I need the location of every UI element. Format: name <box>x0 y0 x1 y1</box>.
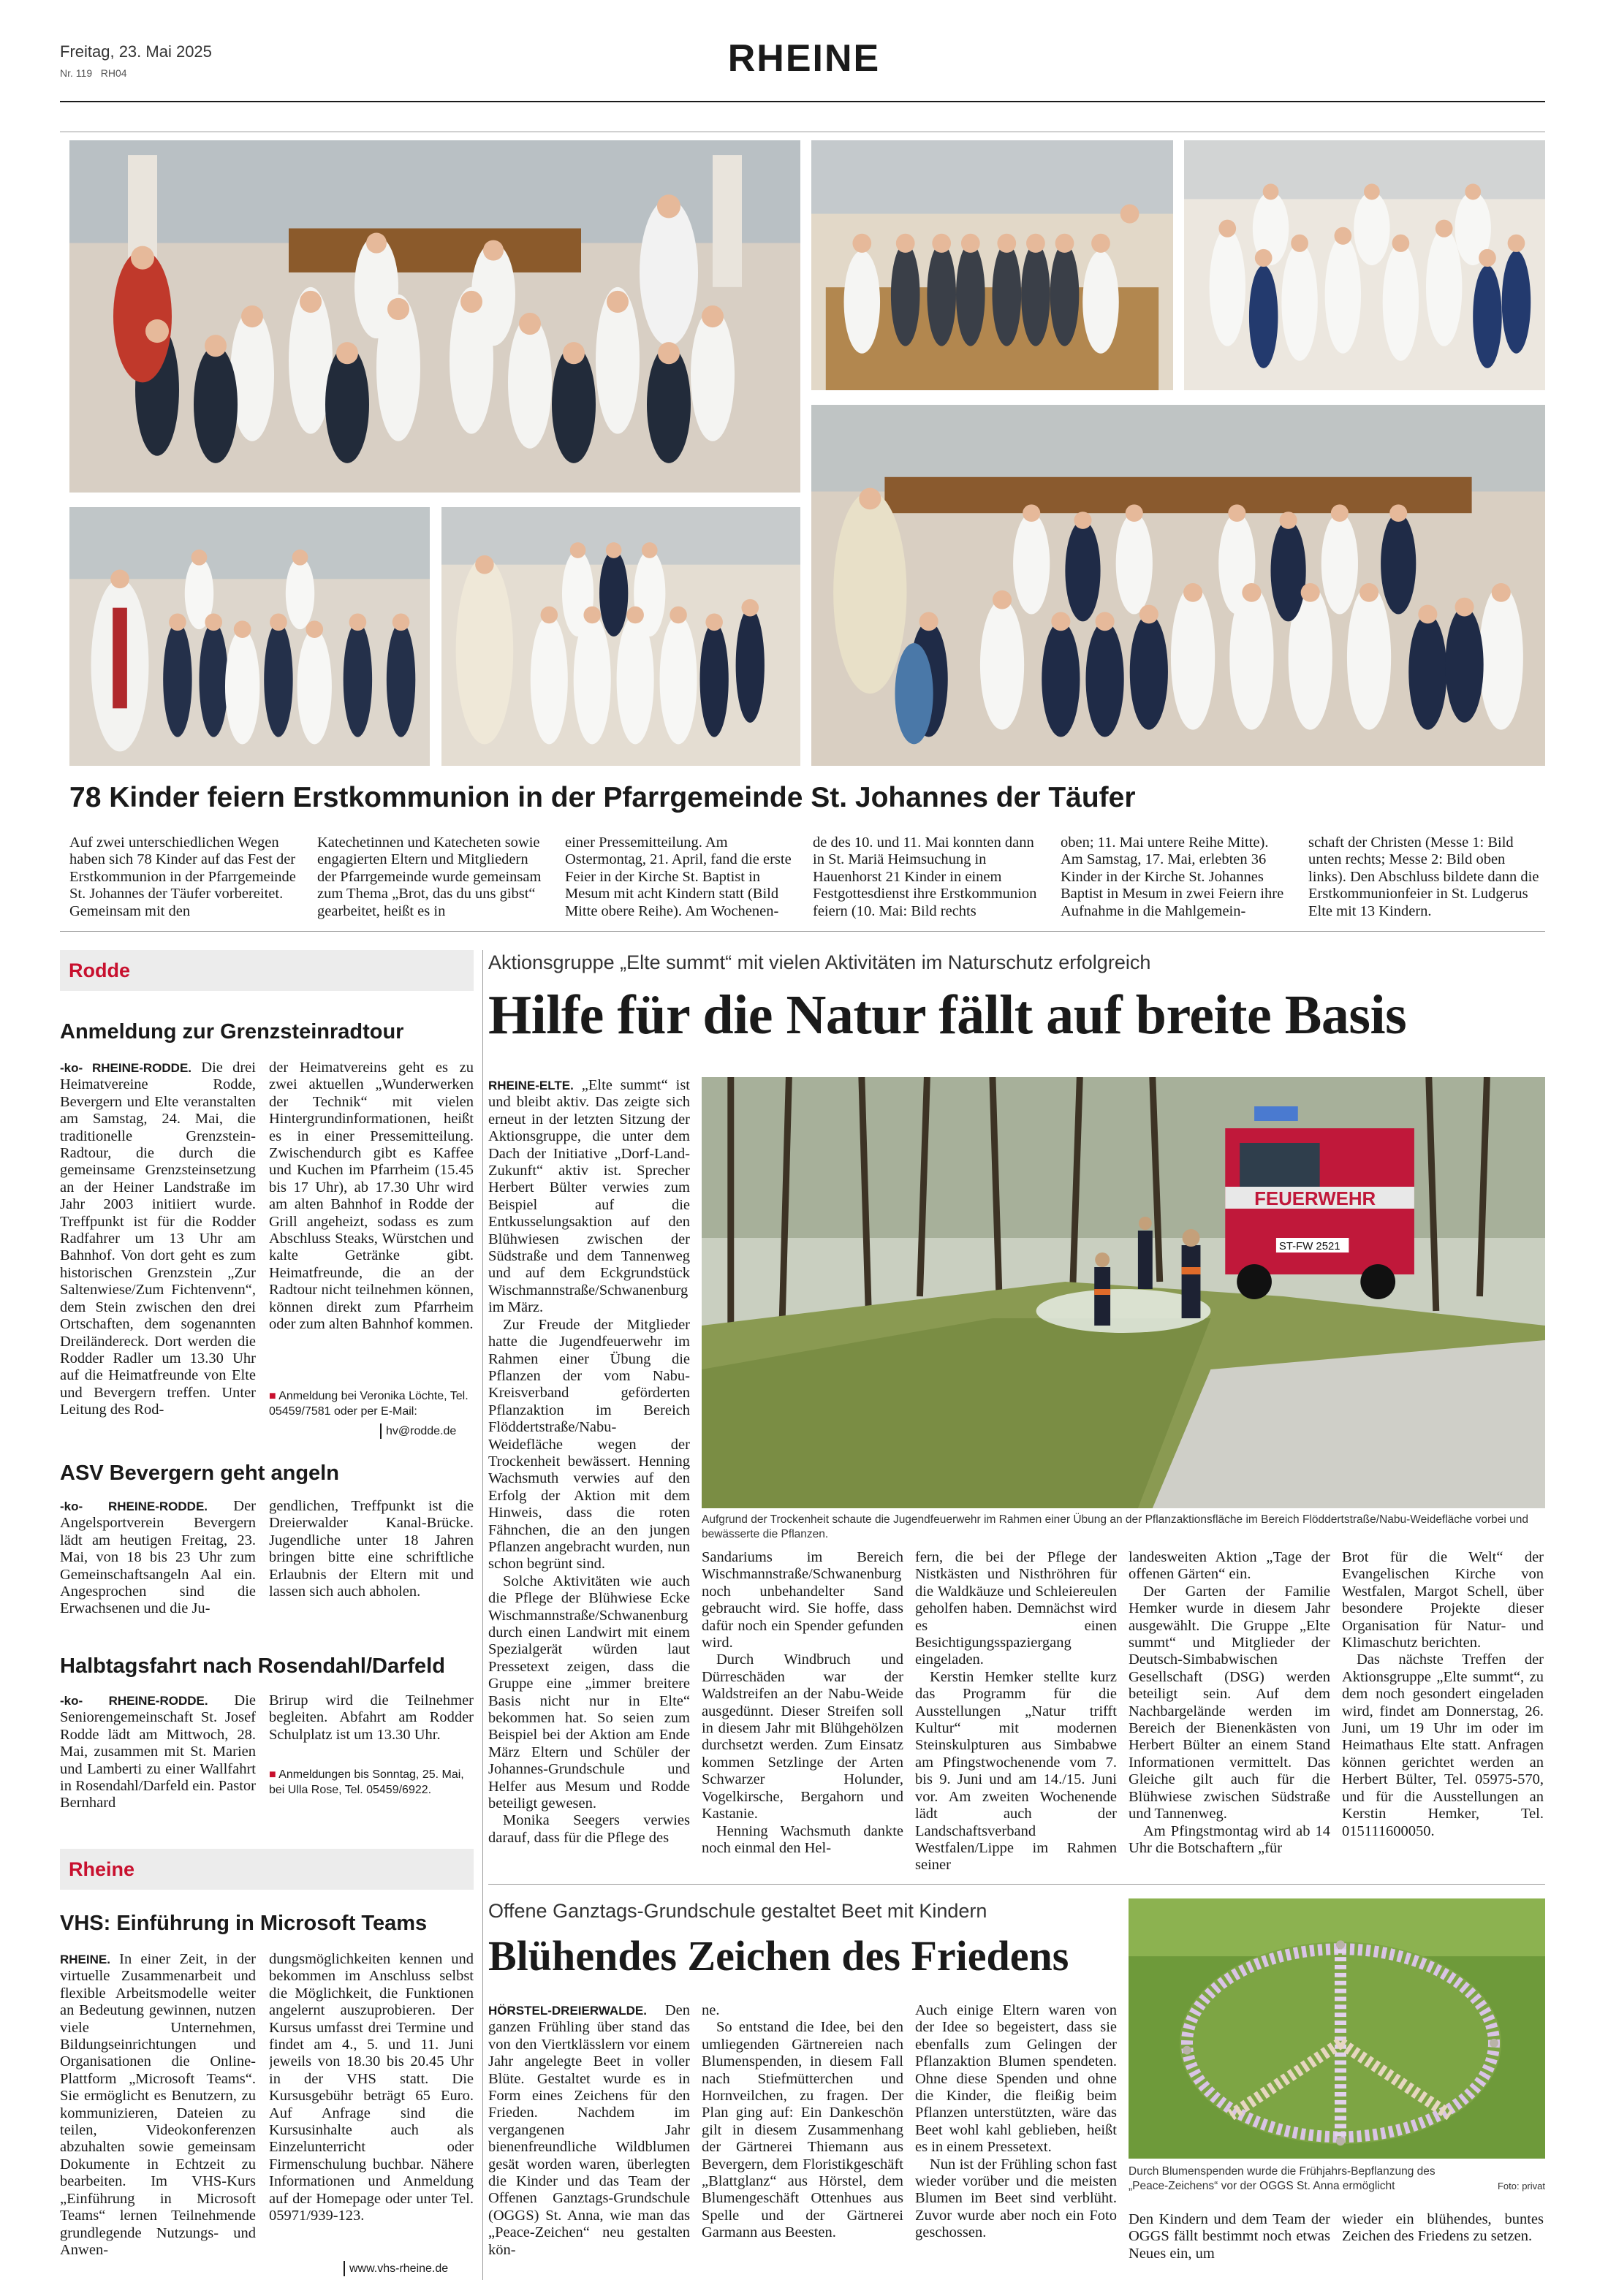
elte-col1 <box>488 1077 690 1874</box>
rodde-kicker: Rodde <box>60 950 474 991</box>
rodde-article2-text1: Der Angelsportverein Bevergern lädt am heutigen Freitag, 23. Mai, von 18 bis 23 Uhr zum Gemeinschaftsangeln Aal ein. Angesprochen sind die Erwachsenen und die Ju- <box>60 1498 256 1617</box>
bullet-icon: ■ <box>269 1390 276 1402</box>
vhs-col2: dungsmöglichkeiten kennen und bekommen im Anschluss selbst die Möglichkeit, die Funktionen angelernt auszuprobieren. Der Kursus umfasst drei Termine und findet am 4., 5. und 11. Juni jeweils von 18.30 bis 20.45 Uhr in der VHS statt. Die Kursusgebühr beträgt 65 Euro. Auf Anfrage sind die Kursusinhalte auch als Einzelunterricht oder Firmenschulung buchbar. Nähere Informationen und Anmeldung auf der Homepage oder unter Tel. 05971/939-123. <box>269 1951 474 2224</box>
elte-text3b: Kerstin Hemker stellte kurz das Programm für die Ausstellungen „Natur trifft Kultur“ mit modernen Steinskulpturen aus Simbabwe am Pfingstwochenende vom 7. bis 9. Juni und am 14./15. Juni vor. Am zweiten Wochenende lädt auch der Landschaftsverband Westfalen/Lippe im Rahmen seiner <box>915 1668 1117 1874</box>
bullet-icon: ■ <box>269 1768 276 1781</box>
peace-headline: Blühendes Zeichen des Friedens <box>488 1932 1069 1980</box>
left-column-divider <box>482 950 483 2280</box>
top-story-headline: 78 Kinder feiern Erstkommunion in der Pfarrgemeinde St. Johannes der Täufer <box>69 782 1136 813</box>
truck-plate: ST-FW 2521 <box>1278 1239 1340 1253</box>
communion-photo-2 <box>811 140 1173 390</box>
top-story-col-4: de des 10. und 11. Mai konnten dann in St. Mariä Heimsuchung in Hauenhorst 21 Kinder in einem Festgottesdienst ihre Erstkommunion feiern (10. Mai: Bild rechts <box>813 835 1037 919</box>
top-story-col-5: oben; 11. Mai untere Reihe Mitte). Am Samstag, 17. Mai, erlebten 36 Kinder in der Kirche St. Johannes Baptist in Mesum in zwei Feiern ihre Aufnahme in die Mahlgemein- <box>1061 835 1284 919</box>
rodde-article3-col1 <box>60 1692 256 1824</box>
rodde-article1-loc: -ko- RHEINE-RODDE. <box>60 1061 192 1075</box>
peace-col1 <box>488 2002 690 2280</box>
rodde-article3-text1: Die Seniorengemeinschaft St. Josef Rodde lädt am Mittwoch, 28. Mai, zusammen mit St. Marien und Lamberti zu einer Wallfahrt in Rosendahl/Darfeld ein. Pastor Bernhard <box>60 1692 256 1812</box>
peace-loc: HÖRSTEL-DREIERWALDE. <box>488 2004 647 2018</box>
rodde-article1-text1: Die drei Heimatvereine Rodde, Bevergern und Elte veranstalten am Samstag, 24. Mai, die traditionelle Grenzstein-Radtour, die durch die gemeinsame Grenzsteinsetzung an der Heiner Landstraße im Jahr 2003 initiiert wurde. Treffpunkt ist für die Rodder Radfahrer um 13 Uhr am Bahnhof. Von dort geht es zum historischen Grenzstein „Zur Saltenwiese/Zum Fichtenvenn“, dem Stein zwischen den drei Ortschaften, dem sogenannten Dreiländereck. Dort werden die Rodder Radler um 13.30 Uhr auf die Heimatfreunde von Elte und Bevergern treffen. Unter Leitung des Rod- <box>60 1060 256 1418</box>
elte-text4: landesweiten Aktion „Tage der offenen Gärten“ ein. <box>1129 1549 1330 1583</box>
top-story-col-2: Katechetinnen und Katecheten sowie engagierten Eltern und Mitgliedern der Pfarrgemeinde wurde gemeinsam zum Thema „Brot, das du uns gibst“ gearbeitet, heißt es in <box>317 835 542 919</box>
elte-text3: fern, die bei der Pflege der Nistkästen und Nisthröhren für die Waldkäuze und Schleiereulen geholfen haben. Demnächst wird es einen Besichtigungsspaziergang eingeladen. <box>915 1549 1117 1668</box>
vhs-loc: RHEINE. <box>60 1953 110 1966</box>
peace-text1: Den ganzen Frühling über stand das von den Viertklässlern vor einem Jahr angelegte Beet in voller Blüte. Gestaltet wurde es in Form eines Zeichens für den Frieden. Nachdem im vergangenen Jahr bienenfreundliche Wildblumen gesät worden waren, überlegten die Kinder und das Team der Offenen Ganztags-Grundschule (OGGS) St. Anna, wie man das „Peace-Zeichen“ neu gestalten kön- <box>488 2002 690 2258</box>
peace-text3b: Nun ist der Frühling schon fast wieder vorüber und die meisten Blumen im Beet sind verblüht. Zuvor wurde aber noch ein Foto geschossen. <box>915 2156 1117 2241</box>
elte-text1b: Zur Freude der Mitglieder hatte die Jugendfeuerwehr im Rahmen einer Übung die Pflanzen der vom Nabu-Kreisverband geförderten Pflanzaktion im Bereich Flöddertstraße/Nabu-Weidefläche wegen der Trockenheit bewässert. Henning Wachsmuth verwies auf den Erfolg der Aktion mit dem Hinweis, dass die roten Fähnchen, die an den jungen Pflanzen angebracht wurden, nun schon begrünt sind. <box>488 1316 690 1573</box>
peace-col2 <box>702 2002 903 2280</box>
vhs-col1 <box>60 1951 256 2273</box>
rodde-article3-col2: Brirup wird die Teilnehmer begleiten. Abfahrt am Rodder Schulplatz ist um 13.30 Uhr. <box>269 1692 474 1743</box>
peace-text2b: So entstand die Idee, bei den umliegenden Gärtnereien nach Blumenspenden, in diesem Fall nach Stiefmütterchen und Hornveilchen, zu fragen. Der Plan ging auf: Ein Dankeschön gilt in diesem Zusammenhang der Gärtnerei Thiemann aus Bevergern, dem Floristikgeschäft „Blattglanz“ aus Hörstel, dem Blumengeschäft Ottenhues aus Spelle und der Gärtnerei Garmann aus Beesten. <box>702 2019 903 2241</box>
rodde-article1-note-text: Anmeldung bei Veronika Löchte, Tel. 05459/7581 oder per E-Mail: <box>269 1390 469 1418</box>
peace-text3: Auch einige Eltern waren von der Idee so begeistert, dass sie ebenfalls zum Gelingen der Pflanzaktion Blumen spendeten. Ohne diese Spenden und ohne die Kinder, die fleißig beim Pflanzen unterstützten, wäre das Beet wohl kahl geblieben, heißt es in einem Pressetext. <box>915 2002 1117 2156</box>
elte-text5b: Das nächste Treffen der Aktionsgruppe „Elte summt“, zu dem noch gesondert eingeladen wird, findet am Donnerstag, 26. Juni, um 19 Uhr im oder im Heimathaus Elte statt. Anfragen können gerichtet werden an Herbert Bülter, Tel. 05975-570, und für die Ausstellungen an Kerstin Hemker, Tel. 015111600050. <box>1342 1651 1544 1839</box>
vhs-text1: In einer Zeit, in der virtuelle Zusammenarbeit und flexible Arbeitsmodelle weiter an Bedeutung gewinnen, nutzen viele Unternehmen, Bildungseinrichtungen und Organisationen die Online-Plattform „Microsoft Teams“. Sie ermöglicht es Benutzern, zu kommunizieren, Dateien zu teilen, Videokonferenzen abzuhalten sowie gemeinsam Dokumente in Echtzeit zu bearbeiten. Im VHS-Kurs „Einführung in Microsoft Teams“ lernen Teilnehmende grundlegende Nutzungs- und Anwen- <box>60 1951 256 2258</box>
communion-photo-5 <box>441 507 800 766</box>
elte-overline: Aktionsgruppe „Elte summt“ mit vielen Aktivitäten im Naturschutz erfolgreich <box>488 951 1151 973</box>
elte-text2c: Henning Wachsmuth dankte noch einmal den Hel- <box>702 1822 903 1856</box>
rodde-article3-note <box>269 1767 474 1798</box>
vhs-link[interactable]: www.vhs-rheine.de <box>349 2262 449 2275</box>
truck-label: FEUERWEHR <box>1254 1188 1376 1210</box>
elte-headline: Hilfe für die Natur fällt auf breite Basis <box>488 984 1407 1046</box>
communion-photo-1 <box>69 140 800 493</box>
elte-col4 <box>1129 1549 1330 1875</box>
peace-caption: Durch Blumenspenden wurde die Frühjahrs-Bepflanzung des „Peace-Zeichens“ vor der OGGS St. Anna ermöglicht <box>1129 2165 1436 2192</box>
elte-bottom-rule <box>488 1884 1545 1885</box>
rodde-article1-note <box>269 1388 474 1419</box>
elte-text1c: Solche Aktivitäten wie auch die Pflege der Blühwiese Ecke Wischmannstraße/Schwanenburg durch einen Landwirt mit einem Spezialgerät würden laut Pressetext zeigen, dass die Gruppe eine „immer breitere Basis nicht nur in Elte“ bekommen hat. So seien zum Beispiel bei der Aktion am Ende März Eltern und Schüler der Johannes-Grundschule und Helfer aus Mesum und Rodde beteiligt gewesen. <box>488 1573 690 1812</box>
rodde-article1-col1 <box>60 1060 256 1440</box>
communion-photo-6 <box>811 405 1545 766</box>
rodde-article1-col2: der Heimatvereins geht es zu zwei aktuellen „Wunderwerken der Technik“ mit vielen Hintergrundinformationen, heißt es in einer Pressemitteilung. Zwischendurch gibt es Kaffee und Kuchen im Pfarrheim (15.45 bis 17 Uhr), ab 17.30 Uhr wird am alten Bahnhof in Rodde der Grill angeheizt, sodass es zum Abschluss Steaks, Würstchen und kalte Getränke gibt. Heimatfreunde, die an der Radtour nicht teilnehmen können, können direkt zum Pfarrheim oder zum alten Bahnhof kommen. <box>269 1060 474 1333</box>
communion-photo-3 <box>1184 140 1545 390</box>
peace-col3 <box>915 2002 1117 2280</box>
masthead-issue <box>60 67 127 79</box>
vhs-url[interactable] <box>344 2261 448 2276</box>
email-link[interactable]: hv@rodde.de <box>386 1425 457 1437</box>
rodde-article2-col2: gendlichen, Treffpunkt ist die Dreierwalder Kanal-Brücke. Jugendliche unter 18 Jahren bringen bitte eine schriftliche Erlaubnis der Eltern mit und lassen sich auch abholen. <box>269 1498 474 1600</box>
elte-col5 <box>1342 1549 1544 1875</box>
elte-text2: Sandariums im Bereich Wischmannstraße/Schwanenburg noch unbehandelter Sand gebraucht wird. Sie hoffe, dass dafür noch ein Spender gefunden wird. <box>702 1549 903 1651</box>
fire-brigade-caption: Aufgrund der Trockenheit schaute die Jugendfeuerwehr im Rahmen einer Übung an der Pflanzaktionsfläche im Bereich Flöddertstraße/Nabu-Weidefläche vorbei und bewässerte die Pflanzen. <box>702 1513 1528 1540</box>
peace-overline: Offene Ganztags-Grundschule gestaltet Beet mit Kindern <box>488 1900 987 1922</box>
rodde-article1-email[interactable] <box>380 1423 456 1439</box>
elte-text1: „Elte summt“ ist und bleibt aktiv. Das zeigte sich erneut in der letzten Sitzung der Aktionsgruppe, die unter dem Dach der Initiative „Dorf-Land-Zukunft“ aktiv ist. Sprecher Herbert Bülter verwies zum Beispiel auf die Entkusselungsaktion auf den Blühwiesen zwischen der Südstraße und dem Tannenweg und auf dem Eckgrundstück Wischmannstraße/Schwanenburg im März. <box>488 1077 690 1316</box>
vhs-title: VHS: Einführung in Microsoft Teams <box>60 1912 428 1935</box>
rodde-article2-title: ASV Bevergern geht angeln <box>60 1461 339 1485</box>
peace-sign-photo <box>1129 1898 1545 2159</box>
rodde-article3-title: Halbtagsfahrt nach Rosendahl/Darfeld <box>60 1654 445 1678</box>
elte-loc: RHEINE-ELTE. <box>488 1079 574 1092</box>
masthead-rule <box>60 101 1545 102</box>
elte-text4c: Am Pfingstmontag wird ab 14 Uhr die Botschaftern „für <box>1129 1822 1330 1856</box>
rodde-article2-loc: -ko- RHEINE-RODDE. <box>60 1499 208 1513</box>
elte-col2 <box>702 1549 903 1875</box>
peace-col4: Den Kindern und dem Team der OGGS fällt bestimmt noch etwas Neues ein, um <box>1129 2211 1330 2262</box>
top-story-col-1: Auf zwei unterschiedlichen Wegen haben sich 78 Kinder auf das Fest der Erstkommunion in der Pfarrgemeinde St. Johannes der Täufer vorbereitet. Gemeinsam mit den <box>69 835 296 919</box>
top-story-col-6: schaft der Christen (Messe 1: Bild unten rechts; Messe 2: Bild oben links). Den Abschluss bildete dann die Erstkommunionfeier in St. Ludgerus Elte mit 13 Kindern. <box>1308 835 1539 919</box>
section-title: RHEINE <box>727 37 881 80</box>
elte-text2b: Durch Windbruch und Dürreschäden war der Waldstreifen an der Nabu-Weide ausgedünnt. Dieser Streifen soll in diesem Jahr mit Blühgehölzen durchsetzt werden. Zum Einsatz kommen Setzlinge der Arten Schwarzer Holunder, Vogelkirsche, Bergahorn und Kastanie. <box>702 1651 903 1822</box>
rodde-article3-loc: -ko- RHEINE-RODDE. <box>60 1694 208 1708</box>
peace-photo-credit: Foto: privat <box>1497 2181 1545 2192</box>
elte-col3 <box>915 1549 1117 1875</box>
peace-col5: wieder ein blühendes, buntes Zeichen des Friedens zu setzen. <box>1342 2211 1544 2245</box>
rodde-article2-col1 <box>60 1498 256 1644</box>
top-story-bottom-rule <box>60 931 1545 932</box>
rodde-article1-title: Anmeldung zur Grenzsteinradtour <box>60 1020 404 1044</box>
issue-number: Nr. 119 <box>60 67 93 79</box>
elte-text4b: Der Garten der Familie Hemker wurde in diesem Jahr ausgewählt. Die Gruppe „Elte summt“ und Mitglieder der Deutsch-Simbabwischen Gesellschaft (DSG) werden beteiligt sein. Auf dem Nachbargelände werden im Bereich der Bienenkästen von Herbert Bülter an einem Stand Informationen vermittelt. Das Gleiche gilt auch für die Blühwiese zwischen Südstraße und Tannenweg. <box>1129 1583 1330 1822</box>
fire-brigade-photo <box>702 1077 1545 1508</box>
masthead-date: Freitag, 23. Mai 2025 <box>60 42 212 61</box>
peace-text2: ne. <box>702 2002 720 2018</box>
elte-text5: Brot für die Welt“ der Evangelischen Kirche von Westfalen, Margot Schell, über besondere Projekte dieser Organisation für Natur- und Klimaschutz berichten. <box>1342 1549 1544 1651</box>
rodde-article3-note-text: Anmeldungen bis Sonntag, 25. Mai, bei Ulla Rose, Tel. 05459/6922. <box>269 1768 464 1796</box>
rheine-kicker: Rheine <box>60 1849 474 1890</box>
communion-photo-4 <box>69 507 430 766</box>
edition-code: RH04 <box>100 67 127 79</box>
top-story-col-3: einer Pressemitteilung. Am Ostermontag, 21. April, fand die erste Feier in der Kirche St. Baptist in Mesum mit acht Kindern statt (Bild Mitte obere Reihe). Am Wochenen- <box>565 835 792 919</box>
elte-text1d: Monika Seegers verwies darauf, dass für die Pflege des <box>488 1812 690 1846</box>
